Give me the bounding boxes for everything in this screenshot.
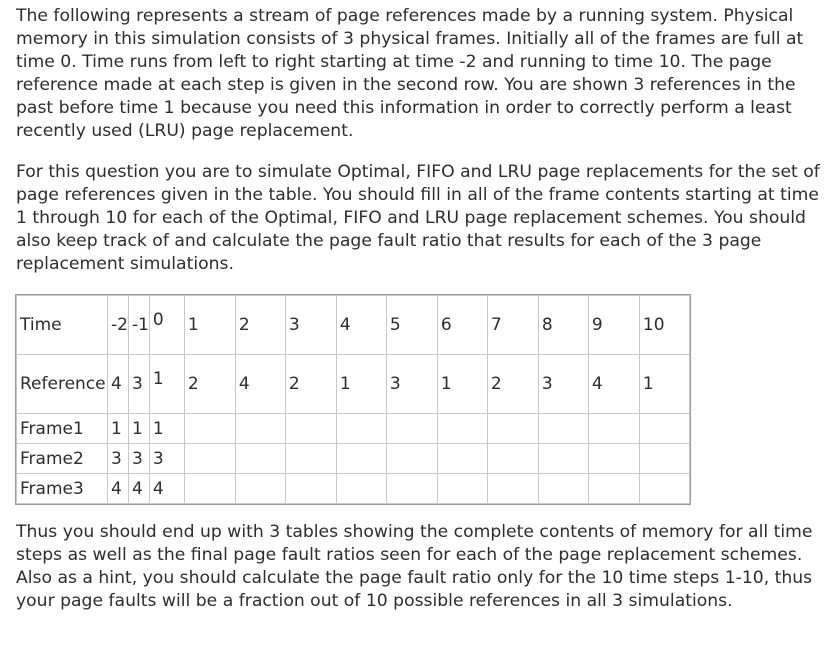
reference-cell: 2: [285, 355, 336, 414]
reference-label: Reference: [17, 355, 108, 414]
empty-frame-cell[interactable]: [235, 474, 285, 504]
reference-cell: 1: [437, 355, 487, 414]
reference-cell: 3: [538, 355, 588, 414]
time-cell: 8: [538, 296, 588, 355]
empty-frame-cell[interactable]: [336, 444, 386, 474]
time-cell: 5: [386, 296, 437, 355]
time-cell: 3: [285, 296, 336, 355]
empty-frame-cell[interactable]: [437, 474, 487, 504]
reference-cell: 3: [386, 355, 437, 414]
empty-frame-cell[interactable]: [336, 474, 386, 504]
page-reference-table: [16, 295, 690, 504]
frame3-label: Frame3: [17, 474, 108, 504]
reference-cell: 4: [108, 355, 129, 414]
time-cell: 7: [487, 296, 538, 355]
empty-frame-cell[interactable]: [184, 474, 235, 504]
reference-cell: 1: [639, 355, 689, 414]
empty-frame-cell[interactable]: [538, 474, 588, 504]
reference-cell: 2: [184, 355, 235, 414]
intro-paragraph: The following represents a stream of page references made by a running system. Physical memory in this simulation consists of 3 physical frames. Initially all of the frames are full at time 0. Time runs from left to right starting at time -2 and running to time 10. The page reference made at each step is given in the second row. You are shown 3 references in the past before time 1 because you need this information in order to correctly perform a least recently used (LRU) page replacement.: [16, 6, 804, 141]
empty-frame-cell[interactable]: [437, 414, 487, 444]
time-cell: 9: [588, 296, 639, 355]
reference-cell: 1: [149, 355, 184, 414]
empty-frame-cell[interactable]: [639, 474, 689, 504]
empty-frame-cell[interactable]: [639, 414, 689, 444]
empty-frame-cell[interactable]: [184, 444, 235, 474]
reference-cell: 4: [235, 355, 285, 414]
time-cell: -1: [128, 296, 149, 355]
empty-frame-cell[interactable]: [285, 474, 336, 504]
time-cell: 2: [235, 296, 285, 355]
empty-frame-cell[interactable]: [588, 414, 639, 444]
frame-cell: 3: [128, 444, 149, 474]
empty-frame-cell[interactable]: [285, 414, 336, 444]
empty-frame-cell[interactable]: [538, 414, 588, 444]
time-cell: 10: [639, 296, 689, 355]
empty-frame-cell[interactable]: [487, 414, 538, 444]
time-cell: 1: [184, 296, 235, 355]
empty-frame-cell[interactable]: [437, 444, 487, 474]
reference-cell: 4: [588, 355, 639, 414]
empty-frame-cell[interactable]: [285, 444, 336, 474]
frame-cell: 4: [128, 474, 149, 504]
time-cell: 6: [437, 296, 487, 355]
empty-frame-cell[interactable]: [235, 444, 285, 474]
empty-frame-cell[interactable]: [487, 474, 538, 504]
time-cell: 4: [336, 296, 386, 355]
empty-frame-cell[interactable]: [386, 444, 437, 474]
empty-frame-cell[interactable]: [386, 474, 437, 504]
reference-row: [17, 355, 690, 414]
time-cell: 0: [149, 296, 184, 355]
reference-cell: 2: [487, 355, 538, 414]
time-cell: -2: [108, 296, 129, 355]
reference-cell: 3: [128, 355, 149, 414]
frame-cell: 4: [108, 474, 129, 504]
frame-cell: 3: [149, 444, 184, 474]
time-label: Time: [17, 296, 108, 355]
frame3-row: [17, 474, 690, 504]
empty-frame-cell[interactable]: [588, 444, 639, 474]
empty-frame-cell[interactable]: [336, 414, 386, 444]
conclusion-paragraph: Thus you should end up with 3 tables showing the complete contents of memory for all time steps as well as the final page fault ratios seen for each of the page replacement schemes. Also as a hint, you should calculate the page fault ratio only for the 10 time steps 1-10, thus your page faults will be a fraction out of 10 possible references in all 3 simulations.: [16, 522, 813, 611]
reference-cell: 1: [336, 355, 386, 414]
frame2-row: [17, 444, 690, 474]
frame-cell: 4: [149, 474, 184, 504]
empty-frame-cell[interactable]: [639, 444, 689, 474]
frame1-label: Frame1: [17, 414, 108, 444]
empty-frame-cell[interactable]: [588, 474, 639, 504]
empty-frame-cell[interactable]: [386, 414, 437, 444]
frame-cell: 1: [108, 414, 129, 444]
empty-frame-cell[interactable]: [538, 444, 588, 474]
empty-frame-cell[interactable]: [184, 414, 235, 444]
instructions-paragraph: For this question you are to simulate Optimal, FIFO and LRU page replacements for the set of page references given in the table. You should fill in all of the frame contents starting at time 1 through 10 for each of the Optimal, FIFO and LRU page replacement schemes. You should also keep track of and calculate the page fault ratio that results for each of the 3 page replacement simulations.: [16, 162, 820, 274]
empty-frame-cell[interactable]: [487, 444, 538, 474]
frame-cell: 3: [108, 444, 129, 474]
frame2-label: Frame2: [17, 444, 108, 474]
frame-cell: 1: [128, 414, 149, 444]
frame-cell: 1: [149, 414, 184, 444]
time-row: [17, 296, 690, 355]
frame1-row: [17, 414, 690, 444]
empty-frame-cell[interactable]: [235, 414, 285, 444]
